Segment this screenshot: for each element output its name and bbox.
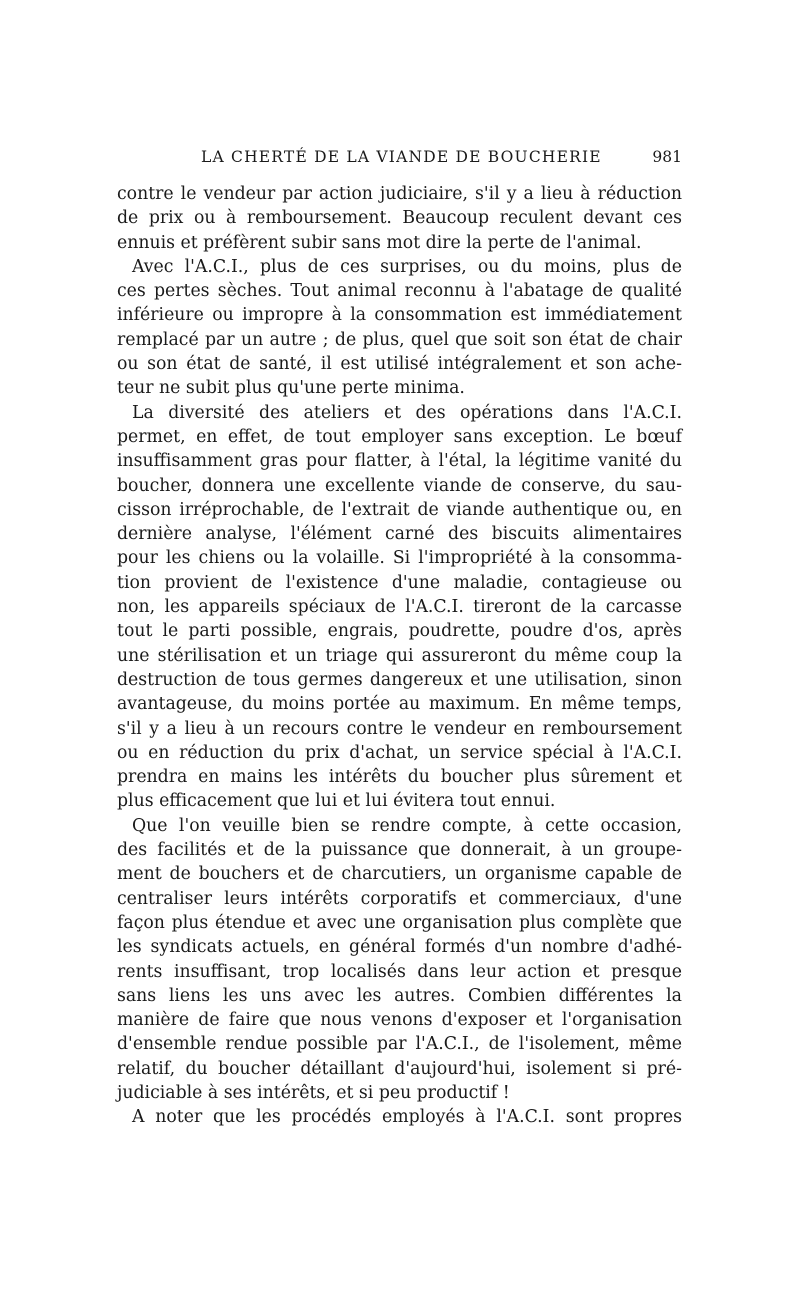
paragraph-first-line: La diversité des ateliers et des opérations dans l'A.C.I. — [132, 402, 682, 423]
text-line: ou en réduction du prix d'achat, un service spécial à l'A.C.I. — [117, 742, 682, 763]
text-line: une stérilisation et un triage qui assureront du même coup la — [117, 645, 682, 666]
paragraph-first-line: Avec l'A.C.I., plus de ces surprises, ou du moins, plus de — [132, 256, 682, 277]
text-line: tion provient de l'existence d'une maladie, contagieuse ou — [117, 572, 682, 593]
text-line: façon plus étendue et avec une organisation plus complète que — [117, 912, 682, 933]
text-line: pour les chiens ou la volaille. Si l'impropriété à la consomma- — [117, 548, 682, 569]
text-line: sans liens les uns avec les autres. Combien différentes la — [117, 985, 682, 1006]
text-line: ennuis et préfèrent subir sans mot dire la perte de l'animal. — [117, 232, 642, 253]
text-line: des facilités et de la puissance que donnerait, à un groupe- — [117, 840, 682, 861]
text-line: rents insuffisant, trop localisés dans leur action et presque — [117, 961, 682, 982]
text-line: destruction de tous germes dangereux et une utilisation, sinon — [117, 669, 682, 690]
body-text — [117, 182, 682, 1130]
running-header — [117, 148, 682, 172]
running-title: LA CHERTÉ DE LA VIANDE DE BOUCHERIE — [201, 148, 602, 166]
text-line: relatif, du boucher détaillant d'aujourd'hui, isolement si pré- — [117, 1058, 682, 1079]
paragraph-first-line: Que l'on veuille bien se rendre compte, à cette occasion, — [132, 815, 682, 836]
text-line: non, les appareils spéciaux de l'A.C.I. tireront de la carcasse — [117, 597, 682, 618]
text-line: s'il y a lieu à un recours contre le vendeur en remboursement — [117, 718, 682, 739]
text-line: de prix ou à remboursement. Beaucoup reculent devant ces — [117, 208, 682, 229]
text-line: remplacé par un autre ; de plus, quel que soit son état de chair — [117, 329, 682, 350]
text-line: avantageuse, du moins portée au maximum. En même temps, — [117, 694, 682, 715]
text-line: dernière analyse, l'élément carné des biscuits alimentaires — [117, 524, 682, 545]
text-line: manière de faire que nous venons d'exposer et l'organisation — [117, 1010, 682, 1031]
text-line: tout le parti possible, engrais, poudrette, poudre d'os, après — [117, 621, 682, 642]
text-line: permet, en effet, de tout employer sans exception. Le bœuf — [117, 426, 682, 447]
text-line: cisson irréprochable, de l'extrait de viande authentique ou, en — [117, 499, 682, 520]
text-line: inférieure ou impropre à la consommation est immédiatement — [117, 305, 682, 326]
page-number: 981 — [652, 148, 682, 166]
paragraph-first-line: A noter que les procédés employés à l'A.C.I. sont propres — [132, 1107, 682, 1128]
text-line: d'ensemble rendue possible par l'A.C.I., de l'isolement, même — [117, 1034, 682, 1055]
text-line: contre le vendeur par action judiciaire, s'il y a lieu à réduction — [117, 184, 682, 204]
text-line: ces pertes sèches. Tout animal reconnu à l'abatage de qualité — [117, 281, 682, 302]
text-line: plus efficacement que lui et lui évitera tout ennui. — [117, 791, 556, 812]
text-line: boucher, donnera une excellente viande de conserve, du sau- — [117, 475, 682, 496]
text-line: ment de bouchers et de charcutiers, un organisme capable de — [117, 864, 682, 885]
text-line: prendra en mains les intérêts du boucher plus sûrement et — [117, 767, 682, 788]
text-line: les syndicats actuels, en général formés d'un nombre d'adhé- — [117, 937, 682, 958]
text-line: judiciable à ses intérêts, et si peu productif ! — [117, 1082, 510, 1103]
text-line: teur ne subit plus qu'une perte minima. — [117, 378, 465, 399]
text-line: centraliser leurs intérêts corporatifs et commerciaux, d'une — [117, 888, 682, 909]
text-line: ou son état de santé, il est utilisé intégralement et son ache- — [117, 354, 682, 375]
text-line: insuffisamment gras pour flatter, à l'étal, la légitime vanité du — [117, 451, 682, 472]
